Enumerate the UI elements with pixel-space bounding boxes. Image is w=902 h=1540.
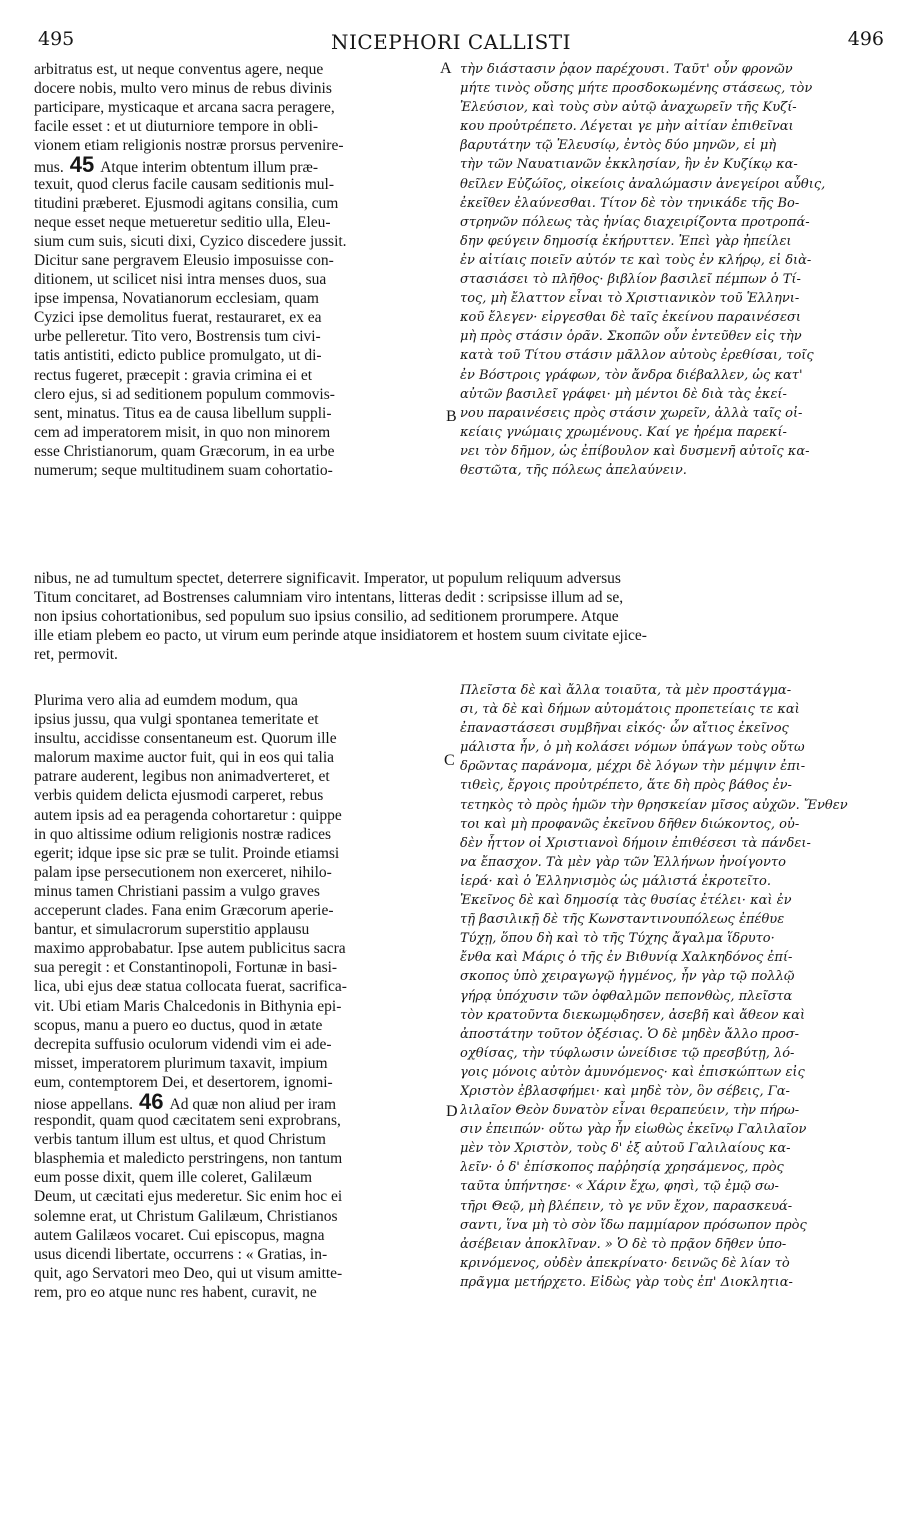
- text-line: στρηνῶν πόλεως τὰς ἡνίας διαχειρίζοντα προτροπά-: [460, 214, 810, 230]
- text-line: σι, τὰ δὲ καὶ δήμων αὐτομάτοις προπετείαις τε καὶ: [460, 702, 800, 718]
- text-line: ditionem, ut scilicet nisi intra menses duos, sua: [34, 271, 327, 289]
- greek-column-top: [460, 60, 885, 480]
- text-line: ipse impensa, Novatianorum ecclesiam, quam: [34, 290, 319, 308]
- text-line: ille etiam plebem eo pacto, ut virum eum perinde atque insidiatorem et hostem suum civitate ejice-: [34, 627, 647, 645]
- text-line: Titum concitaret, ad Bostrenses calumniam viro intentans, litteras dedit : scripsisse illum ad se,: [34, 589, 624, 607]
- text-line: γήρᾳ ὑπόχυσιν τῶν ὀφθαλμῶν πεπονθὼς, πλεῖστα: [460, 988, 793, 1004]
- latin-full-width: [34, 569, 885, 664]
- text-line: μὲν τὸν Χριστὸν, τοὺς δ' ἐξ αὐτοῦ Γαλιλαίους κα-: [460, 1141, 791, 1157]
- text-line: texuit, quod clerus facile causam seditionis mul-: [34, 175, 335, 193]
- text-line: rem, pro eo atque nunc res habent, curavit, ne: [34, 1283, 317, 1301]
- text-line: Dicitur sane pergravem Eleusio imposuisse con-: [34, 251, 334, 269]
- text-line: clero ejus, si ad seditionem populum commovis-: [34, 385, 335, 403]
- text-line: docere nobis, multo vero minus de rebus divinis: [34, 80, 332, 98]
- text-line: in quo altissime odium religionis nostræ radices: [34, 825, 332, 843]
- text-line: θεῖλεν Εὐζώῖος, οἰκείοις ἀναλώμασιν ἀνεγείροι αὖθις,: [460, 176, 826, 192]
- text-line: στασιάσει τὸ πλῆθος· βιβλίον βασιλεῖ πέμπων ὁ Τί-: [460, 272, 801, 288]
- text-line: ret, permovit.: [34, 646, 118, 664]
- text-line: cem ad imperatorem misit, in quo non minorem: [34, 423, 331, 441]
- text-line: vit. Ubi etiam Maris Chalcedonis in Bithynia epi-: [34, 997, 342, 1015]
- text-line: δρῶντας παράνομα, μέχρι δὲ λόγων τὴν μέμψιν ἐπι-: [460, 759, 806, 775]
- margin-letter-d: D: [446, 1103, 458, 1120]
- text-line: blasphemia et maledicto perstringens, non tantum: [34, 1150, 343, 1168]
- text-line: κρινόμενος, οὐδὲν ἀπεκρίνατο· δεινῶς δὲ λίαν τὸ: [460, 1255, 790, 1271]
- text-line: sua peregit : et Constantinopoli, Fortunæ in basi-: [34, 959, 338, 977]
- chapter-number: 46: [139, 1091, 164, 1112]
- text-fragment: mus.: [34, 159, 64, 175]
- text-line: ἐπαναστάσεσι συμβῆναι εἰκός· ὧν αἴτιος ἐκεῖνος: [460, 721, 789, 737]
- greek-column-bottom: [460, 681, 885, 1292]
- text-line: arbitratus est, ut neque conventus agere, neque: [34, 61, 324, 78]
- text-line: non ipsius cohortationibus, sed populum suo ipsius consilio, ad seditionem prorumpere. Atque: [34, 608, 619, 626]
- text-line: lica, ubi ejus deæ statua collocata fuerat, sacrifica-: [34, 978, 347, 996]
- text-line: Χριστὸν ἐβλασφήμει· καὶ μηδὲ τὸν, ὃν σέβεις, Γα-: [460, 1083, 790, 1099]
- text-line: μάλιστα ἦν, ὁ μὴ κολάσει νόμων ὑπάγων τοὺς οὕτω: [460, 740, 805, 756]
- text-line: respondit, quam quod cæcitatem seni exprobrans,: [34, 1112, 341, 1130]
- text-line: μήτε τινὸς οὔσης μήτε προσδοκωμένης στάσεως, τὸν: [460, 81, 813, 97]
- text-line: βαρυτάτην τῷ Ἐλευσίῳ, ἐντὸς δύο μηνῶν, εἰ μὴ: [460, 138, 777, 154]
- text-line: σιν ἐπειπών· οὕτω γὰρ ἦν εἰωθὼς ἐκεῖνῳ Γαλιλαῖον: [460, 1122, 807, 1138]
- text-line: ἔνθα καὶ Μάρις ὁ τῆς ἐν Βιθυνίᾳ Χαλκηδόνος ἐπί-: [460, 950, 793, 966]
- text-line: urbe pelleretur. Tito vero, Bostrensis tum civi-: [34, 328, 321, 346]
- text-line: autem ipsis ad ea peragenda cohortaretur : quippe: [34, 806, 342, 824]
- text-line: Plurima vero alia ad eumdem modum, qua: [34, 692, 298, 709]
- text-line: τετηκὸς τὸ πρὸς ἡμῶν τὴν θρησκείαν μῖσος αὐχῶν. Ἔνθεν: [460, 797, 848, 813]
- latin-column-bottom: [34, 691, 434, 1302]
- text-line: μὴ πρὸς στάσιν ὁρᾶν. Σκοπῶν οὖν ἐντεῦθεν εἰς τὴν: [460, 329, 802, 345]
- text-line: νει τὸν δῆμον, ὡς ἐπίβουλον καὶ δυσμενῆ αὐτοῖς κα-: [460, 443, 810, 459]
- text-line: maximo approbabatur. Ipse autem publicitus sacra: [34, 940, 346, 958]
- text-line: verbis tantum illum est ultus, et quod Christum: [34, 1131, 326, 1149]
- text-line: palam ipse persecutionem non exerceret, nihilo-: [34, 863, 332, 881]
- text-line: πρᾶγμα μετήρχετο. Εἰδὼς γὰρ τοὺς ἐπ' Διοκλητια-: [460, 1274, 793, 1290]
- text-line: Ἐλεύσιον, καὶ τοὺς σὺν αὐτῷ ἀναχωρεῖν τῆς Κυζί-: [460, 100, 797, 116]
- margin-letter-b: B: [446, 408, 457, 425]
- page-number-left: 495: [38, 28, 75, 50]
- text-line: [34, 1092, 434, 1111]
- text-line: verbis quidem delicta ejusmodi carperet, rebus: [34, 787, 324, 805]
- text-line: insultu, accidisse consentaneum est. Quorum ille: [34, 730, 337, 748]
- text-line: titudini præberet. Ejusmodi agitans consilia, cum: [34, 194, 339, 212]
- text-line: τος, μὴ ἔλαττον εἶναι τὸ Χριστιανικὸν τοῦ Ἑλληνι-: [460, 291, 800, 307]
- text-line: vionem etiam religionis nostræ prorsus pervenire-: [34, 137, 344, 155]
- text-line: nibus, ne ad tumultum spectet, deterrere significavit. Imperator, ut populum reliquum adversus: [34, 570, 621, 587]
- running-title: NICEPHORI CALLISTI: [330, 30, 572, 54]
- text-line: esse Christianorum, quam Græcorum, in ea urbe: [34, 442, 335, 460]
- text-line: λεῖν· ὁ δ' ἐπίσκοπος παῤῥησίᾳ χρησάμενος, πρὸς: [460, 1160, 784, 1176]
- text-line: γοις μόνοις αὐτὸν ἀμυνόμενος· καὶ ἐπισκώπτων εἰς: [460, 1064, 805, 1080]
- text-fragment: Ad quæ non aliud per iram: [169, 1095, 337, 1112]
- text-line: quit, ago Servatori meo Deo, qui ut visum amitte-: [34, 1264, 343, 1282]
- text-line: κατὰ τοῦ Τίτου στάσιν μᾶλλον αὐτοὺς ἐρεθίσαι, τοῖς: [460, 348, 814, 364]
- text-line: eum posse dixit, quem ille coleret, Galilæum: [34, 1169, 313, 1187]
- text-line: να ἔπασχον. Τὰ μὲν γὰρ τῶν Ἑλλήνων ἠνοίγοντο: [460, 854, 786, 870]
- text-line: τῆρι Θεῷ, μὴ βλέπειν, τὸ γε νῦν ἔχον, παρασκευά-: [460, 1198, 793, 1214]
- text-line: αὐτῶν βασιλεῖ γράφει· μὴ μέντοι δὲ διὰ τὰς ἐκεί-: [460, 386, 787, 402]
- chapter-number: 45: [69, 155, 95, 175]
- text-line: κείαις γνώμαις χρωμένους. Καί γε ἠρέμα παρεκί-: [460, 424, 787, 440]
- text-line: eum, contemptorem Dei, et desertorem, ignomi-: [34, 1073, 333, 1091]
- text-line: numerum; seque multitudinem suam cohortatio-: [34, 461, 333, 479]
- text-line: τῇ βασιλικῇ δὲ τῆς Κωνσταντινουπόλεως ἐπέθυε: [460, 912, 785, 928]
- text-line: sent, minatus. Titus ea de causa libellum suppli-: [34, 404, 332, 422]
- text-line: τὸν κρατοῦντα διεκωμῳδησεν, ἀσεβῆ καὶ ἄθεον καὶ: [460, 1007, 806, 1023]
- text-line: participare, mysticaque et arcana sacra peragere,: [34, 99, 335, 117]
- text-line: patrare auderent, legibus non animadverteret, et: [34, 768, 330, 786]
- text-line: ἐκεῖθεν ἐλαύνεσθαι. Τίτον δὲ τὸν τηνικάδε τῆς Βο-: [460, 195, 800, 211]
- text-line: λιλαῖον Θεὸν δυνατὸν εἶναι θεραπεύειν, τὴν πήρω-: [460, 1103, 800, 1119]
- text-line: Cyzici ipse demolitus fuerat, restauraret, ex ea: [34, 309, 322, 327]
- text-line: δὲν ἧττον οἱ Χριστιανοὶ δήμοιν ἐπιθέσεσι τὰ πάνδει-: [460, 835, 811, 851]
- text-line: σαντι, ἵνα μὴ τὸ σὸν ἴδω παμμίαρον πρόσωπον πρὸς: [460, 1217, 807, 1233]
- text-line: τοι καὶ μὴ προφανῶς ἐκεῖνου δῆθεν διώκοντος, οὐ-: [460, 816, 800, 832]
- text-line: σκοπος ὑπὸ χειραγωγῷ ἡγμένος, ἦν γὰρ τῷ πολλῷ: [460, 969, 795, 985]
- text-line: acceperunt clades. Fana enim Græcorum aperie-: [34, 902, 334, 920]
- text-line: minus tamen Christiani passim a vulgo graves: [34, 882, 320, 900]
- text-line: θεστῶτα, τῆς πόλεως ἀπελαύνειν.: [460, 462, 687, 478]
- page-number-right: 496: [847, 28, 884, 50]
- margin-letter-a: A: [440, 60, 452, 77]
- text-line: Πλεῖστα δὲ καὶ ἄλλα τοιαῦτα, τὰ μὲν προστάγμα-: [460, 683, 792, 698]
- text-line: Ἐκεῖνος δὲ καὶ δημοσίᾳ τὰς θυσίας ἐτέλει· καὶ ἐν: [460, 893, 792, 909]
- text-line: tatis antistiti, edicto publice promulgato, ut di-: [34, 347, 322, 365]
- text-line: τὴν τῶν Ναυατιανῶν ἐκκλησίαν, ἣν ἐν Κυζίκῳ κα-: [460, 157, 798, 173]
- text-line: Deum, ut cæcitati ejus mederetur. Sic enim hoc ei: [34, 1188, 343, 1206]
- margin-letter-c: C: [444, 752, 455, 769]
- text-line: ἱερά· καὶ ὁ Ἑλληνισμὸς ὡς μάλιστά ἐκροτεῖτο.: [460, 873, 771, 889]
- text-line: scopus, manu a puero eo ductus, quod in ætate: [34, 1016, 323, 1034]
- text-fragment: niose appellans.: [34, 1095, 134, 1112]
- text-line: νου παραινέσεις πρὸς στάσιν χωρεῖν, ἀλλὰ ταῖς οἰ-: [460, 405, 803, 421]
- text-line: κου προὐτρέπετο. Λέγεται γε μὴν αἰτίαν ἐπιθεῖναι: [460, 119, 794, 135]
- text-line: usus dicendi libertate, occurrens : « Gratias, in-: [34, 1245, 328, 1263]
- text-line: ἐν Βόστροις γράφων, τὸν ἄνδρα διέβαλλεν, ὡς κατ': [460, 367, 803, 383]
- text-line: ἀσέβειαν ἀποκλῖναν. » Ὁ δὲ τὸ πρᾷον δῆθεν ὑπο-: [460, 1236, 787, 1252]
- text-fragment: Atque interim obtentum illum præ-: [100, 159, 319, 175]
- text-line: misset, imperatorem plurimum taxavit, impium: [34, 1054, 328, 1072]
- text-line: τὴν διάστασιν ῥᾳον παρέχουσι. Ταῦτ' οὖν φρονῶν: [460, 62, 793, 77]
- text-line: sium cum suis, sicuti dixi, Cyzico discedere jussit.: [34, 232, 347, 250]
- text-line: solemne erat, ut Christum Galilæum, Christianos: [34, 1207, 338, 1225]
- text-line: neque esset neque metueretur seditio ulla, Eleu-: [34, 213, 331, 231]
- text-line: malorum maxime auctor fuit, qui in eos qui talia: [34, 749, 335, 767]
- text-line: [34, 155, 434, 174]
- text-line: τιθεὶς, ἔργοις προὐτρέπετο, ἅτε δὴ πρὸς βάθος ἐν-: [460, 778, 792, 794]
- text-line: Τύχῃ, ὅπου δὴ καὶ τὸ τῆς Τύχης ἄγαλμα ἵδρυτο·: [460, 931, 775, 947]
- text-line: decrepita suffusio oculorum videndi vim ei ade-: [34, 1035, 332, 1053]
- text-line: facile esset : et ut diuturniore tempore in obli-: [34, 118, 319, 136]
- text-line: ταῦτα ὑπήντησε· « Χάριν ἔχω, φησὶ, τῷ ἐμῷ σω-: [460, 1179, 779, 1195]
- text-line: οχθίσας, τὴν τύφλωσιν ὠνείδισε τῷ πρεσβύτῃ, λό-: [460, 1045, 795, 1061]
- text-line: rectus fugeret, præcepit : gravia crimina ei et: [34, 366, 313, 384]
- text-line: ἀποστάτην τοῦτον ὀξέσιας. Ὁ δὲ μηδὲν ἄλλο προσ-: [460, 1026, 800, 1042]
- text-line: κοῦ ἔλεγεν· εἰργεσθαι δὲ ταῖς ἐκείνου παραινέσεσι: [460, 310, 801, 326]
- text-line: bantur, et simulacrorum superstitio applausu: [34, 921, 310, 939]
- page-header: [0, 28, 902, 58]
- text-line: egerit; idque ipse sic præ se tulit. Proinde etiamsi: [34, 844, 340, 862]
- text-line: autem Galilæos vocaret. Cui episcopus, magna: [34, 1226, 325, 1244]
- text-line: ἐν αἰτίαις ποιεῖν αὐτόν τε καὶ τοὺς ἐν κλήρῳ, εἰ διὰ-: [460, 252, 812, 268]
- text-line: δην φεύγειν δημοσίᾳ ἐκήρυττεν. Ἐπεὶ γὰρ ἠπείλει: [460, 233, 792, 249]
- latin-column-top: [34, 60, 434, 480]
- text-line: ipsius jussu, qua vulgi spontanea temeritate et: [34, 711, 319, 729]
